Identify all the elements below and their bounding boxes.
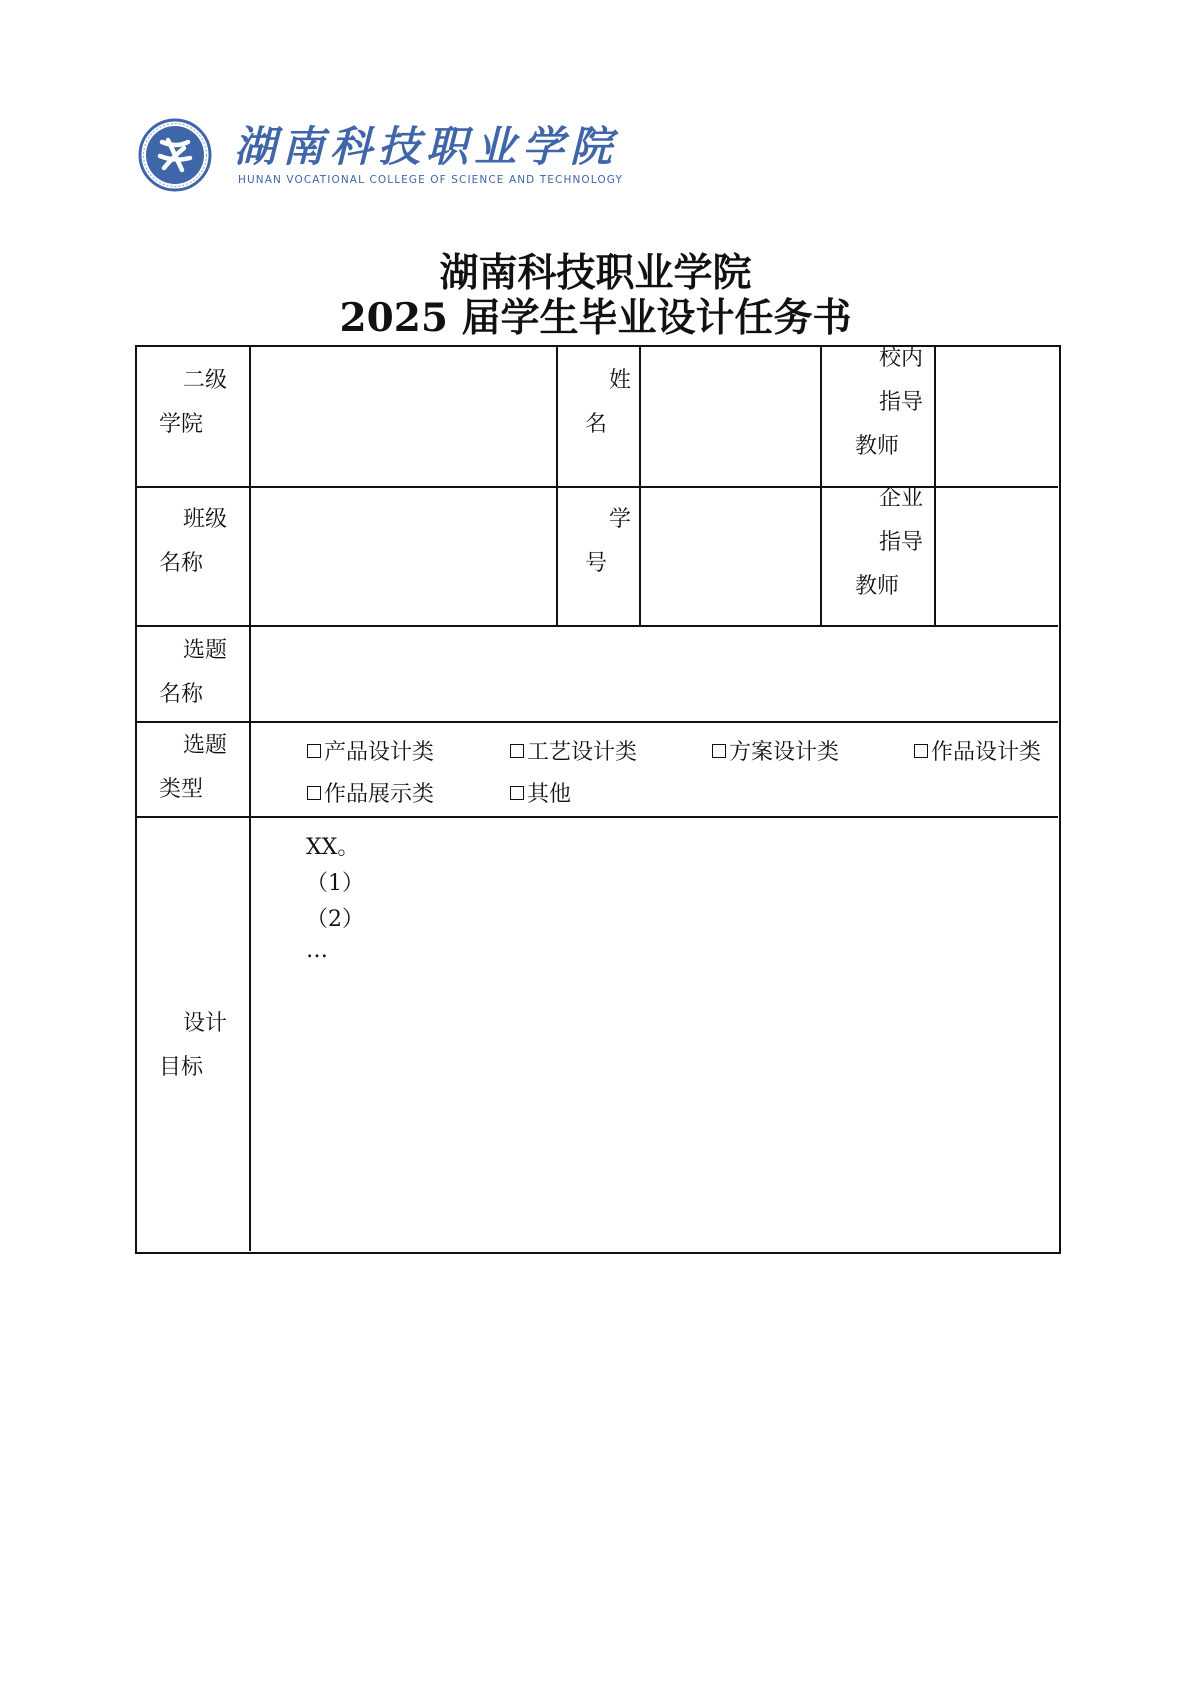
class-field[interactable] [251,488,555,624]
goal-text-line: XX。 [306,835,360,860]
topic-name-label: 选题 名称 [159,638,228,707]
document-subtitle: 2025 届学生毕业设计任务书 [339,295,852,341]
college-label: 二级 学院 [159,368,228,437]
row-divider [137,721,1058,723]
corp-advisor-label: 企业 指导 教师 [855,486,924,599]
checkbox-icon[interactable] [712,744,726,758]
name-field[interactable] [641,347,819,485]
inner-advisor-label: 校内 指导 教师 [855,346,924,459]
checkbox-icon[interactable] [914,744,928,758]
goal-text-line: （1） [306,871,364,896]
student-id-field[interactable] [641,488,819,624]
checkbox-icon[interactable] [307,786,321,800]
logo-college-name: 湖南科技职业学院 [234,122,619,171]
option-work-design[interactable]: 作品设计类 [914,735,1041,766]
checkbox-icon[interactable] [307,744,321,758]
class-label: 班级 名称 [159,507,228,576]
design-goal-field[interactable] [251,818,1056,1250]
option-process-design[interactable]: 工艺设计类 [510,735,637,766]
goal-text-line: （2） [306,907,364,932]
document-title: 湖南科技职业学院 [439,250,752,296]
inner-advisor-field[interactable] [936,347,1056,485]
option-other[interactable]: 其他 [510,777,571,808]
task-form-table [135,345,1061,1254]
college-field[interactable] [251,347,555,485]
logo-college-name-english: HUNAN VOCATIONAL COLLEGE OF SCIENCE AND TECHNOLOGY [238,174,623,186]
college-logo [138,110,623,200]
option-scheme-design[interactable]: 方案设计类 [712,735,839,766]
name-label: 姓 名 [585,368,632,437]
topic-name-field[interactable] [251,627,1056,720]
design-goal-label: 设计 目标 [159,1011,228,1080]
college-emblem-icon [138,118,212,192]
corp-advisor-field[interactable] [936,488,1056,624]
option-work-display[interactable]: 作品展示类 [307,777,434,808]
option-product-design[interactable]: 产品设计类 [307,735,434,766]
checkbox-icon[interactable] [510,786,524,800]
column-divider [820,347,822,626]
column-divider [556,347,558,626]
checkbox-icon[interactable] [510,744,524,758]
goal-text-line: … [306,938,328,963]
student-id-label: 学 号 [585,507,632,576]
topic-type-label: 选题 类型 [159,733,228,802]
